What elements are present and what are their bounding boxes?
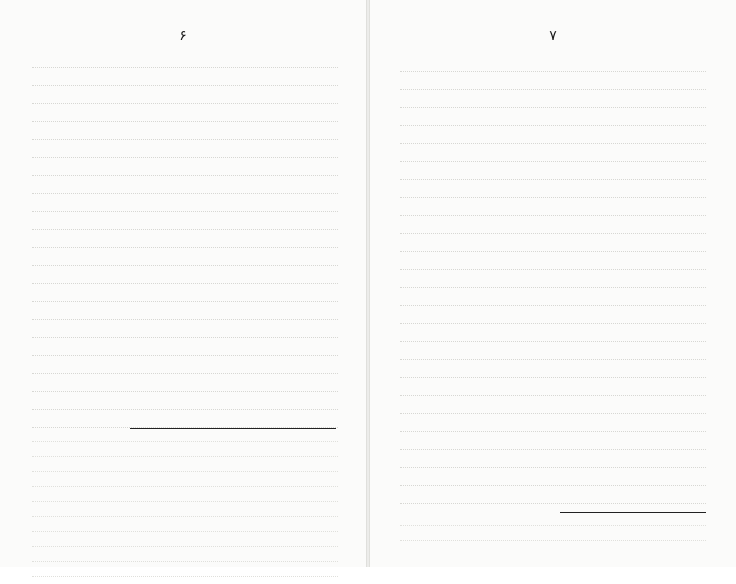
text-line <box>400 332 706 350</box>
text-line <box>32 202 338 220</box>
text-line <box>400 386 706 404</box>
text-line <box>400 98 706 116</box>
text-line <box>400 350 706 368</box>
text-line <box>400 494 706 512</box>
text-line <box>32 184 338 202</box>
text-line <box>400 368 706 386</box>
text-line <box>400 62 706 80</box>
footnote-line <box>32 494 338 509</box>
text-line <box>32 112 338 130</box>
text-line <box>400 476 706 494</box>
footnote-line <box>32 569 338 584</box>
text-line <box>32 310 338 328</box>
text-line <box>400 134 706 152</box>
footnote-line <box>32 479 338 494</box>
footnote-line <box>32 539 338 554</box>
text-line <box>32 364 338 382</box>
text-line <box>32 58 338 76</box>
text-line <box>32 148 338 166</box>
text-line <box>400 458 706 476</box>
text-line <box>32 94 338 112</box>
text-line <box>32 76 338 94</box>
text-line <box>400 152 706 170</box>
text-line <box>400 188 706 206</box>
text-line <box>400 440 706 458</box>
text-line <box>400 260 706 278</box>
text-line <box>32 400 338 418</box>
footnote-line <box>32 434 338 449</box>
left-footnotes <box>32 434 338 584</box>
left-page <box>0 0 366 567</box>
text-line <box>400 206 706 224</box>
text-line <box>400 80 706 98</box>
left-footnote-separator <box>130 428 336 429</box>
text-line <box>400 404 706 422</box>
text-line <box>400 296 706 314</box>
right-footnotes <box>400 518 706 548</box>
text-line <box>400 278 706 296</box>
text-line <box>32 382 338 400</box>
right-page-number: ۷ <box>549 28 557 44</box>
text-line <box>32 292 338 310</box>
text-line <box>400 314 706 332</box>
text-line <box>400 422 706 440</box>
footnote-line <box>32 524 338 539</box>
text-line <box>400 224 706 242</box>
right-body-text <box>400 62 706 512</box>
text-line <box>32 130 338 148</box>
footnote-line <box>400 518 706 533</box>
text-line <box>400 116 706 134</box>
footnote-line <box>32 509 338 524</box>
text-line <box>32 274 338 292</box>
text-line <box>32 166 338 184</box>
text-line <box>32 346 338 364</box>
right-page <box>370 0 736 567</box>
right-footnote-separator <box>560 512 706 513</box>
left-page-number: ۶ <box>179 28 187 44</box>
footnote-line <box>400 533 706 548</box>
footnote-line <box>32 464 338 479</box>
text-line <box>32 238 338 256</box>
footnote-line <box>32 449 338 464</box>
text-line <box>32 220 338 238</box>
text-line <box>32 328 338 346</box>
text-line <box>400 170 706 188</box>
text-line <box>400 242 706 260</box>
left-body-text <box>32 58 338 436</box>
text-line <box>32 256 338 274</box>
